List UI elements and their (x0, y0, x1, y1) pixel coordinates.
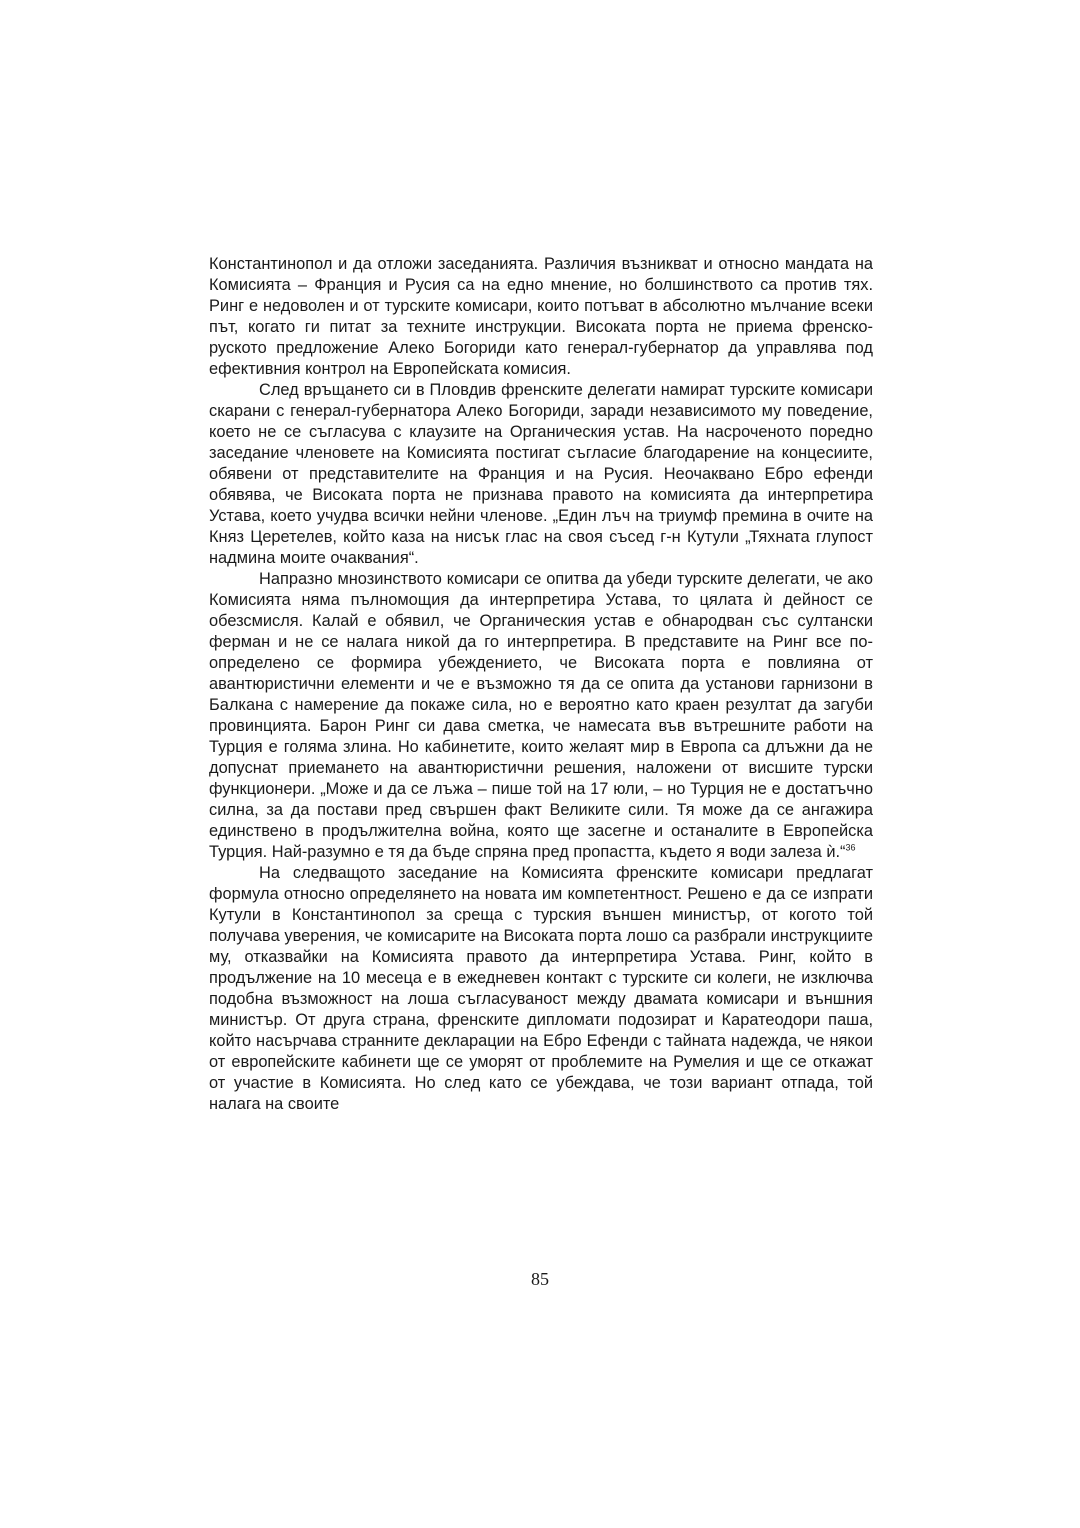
paragraph-4: На следващото заседание на Комисията френските комисари предлагат формула относно определянето на новата им компетентност. Решено е да се изпрати Кутули в Константинопол за среща с турския външен министър, от когото той получава уверения, че комисарите на Високата порта лошо са разбрали инструкциите му, отказвайки на Комисията правото да интерпретира Устава. Ринг, който в продължение на 10 месеца е в ежедневен контакт с турските си колеги, не изключва подобна възможност на лоша съгласуваност между двамата комисари и външния министър. От друга страна, френските дипломати подозират и Каратеодори паша, който насърчава странните декларации на Ебро Ефенди с тайната надежда, че някои от европейските кабинети ще се уморят от проблемите на Румелия и ще се откажат от участие в Комисията. Но след като се убеждава, че този вариант отпада, той налага на своите (209, 864, 873, 1113)
paragraph-3-text: Напразно мнозинството комисари се опитва да убеди турските делегати, че ако Комисията няма пълномощия да интерпретира Устава, то цялата ѝ дейност се обезсмисля. Калай е обявил, че Органическия устав е обнародван със султански ферман и не се налага никой да го интерпретира. В представите на Ринг все по-определено се формира убеждението, че Високата порта е повлияна от авантюристични елементи и че е възможно тя да се опита да установи гарнизони в Балкана с намерение да покаже сила, но е вероятно като краен резултат да загуби провинцията. Барон Ринг си дава сметка, че намесата във вътрешните работи на Турция е голяма злина. Но кабинетите, които желаят мир в Европа са длъжни да не допуснат приемането на авантюристични решения, наложени от висшите турски функционери. „Може и да се лъжа – пише той на 17 юли, – но Турция не е достатъчно силна, за да постави пред свършен факт Великите сили. Тя може да се ангажира единствено в продължителна война, която ще засегне и останалите в Европейска Турция. Най-разумно е тя да бъде спряна пред пропастта, където я води залеза ѝ.“ (209, 570, 873, 861)
paragraph-3 (209, 569, 873, 863)
footnote-marker[interactable]: 36 (845, 842, 856, 853)
page-body (209, 254, 873, 1115)
paragraph-2: След връщането си в Пловдив френските делегати намират турските комисари скарани с генерал-губернатора Алеко Богориди, заради независимото му поведение, което не се съгласува с клаузите на Органическия устав. На насроченото поредно заседание членовете на Комисията постигат съгласие благодарение на концесиите, обявени от представителите на Франция и на Русия. Неочаквано Ебро ефенди обявява, че Високата порта не признава правото на комисията да интерпретира Устава, което учудва всички нейни членове. „Един лъч на триумф премина в очите на Княз Церетелев, който каза на нисък глас на своя съсед г-н Кутули „Тяхната глупост надмина моите очаквания“. (209, 381, 873, 567)
paragraph-1: Константинопол и да отложи заседанията. Различия възникват и относно мандата на Комисията – Франция и Русия са на едно мнение, но болшинството са против тях. Ринг е недоволен и от турските комисари, които потъват в абсолютно мълчание всеки път, когато ги питат за техните инструкции. Високата порта не приема френско-руското предложение Алеко Богориди като генерал-губернатор да управлява под ефективния контрол на Европейската комисия. (209, 255, 873, 378)
page-number: 85 (531, 1269, 549, 1289)
